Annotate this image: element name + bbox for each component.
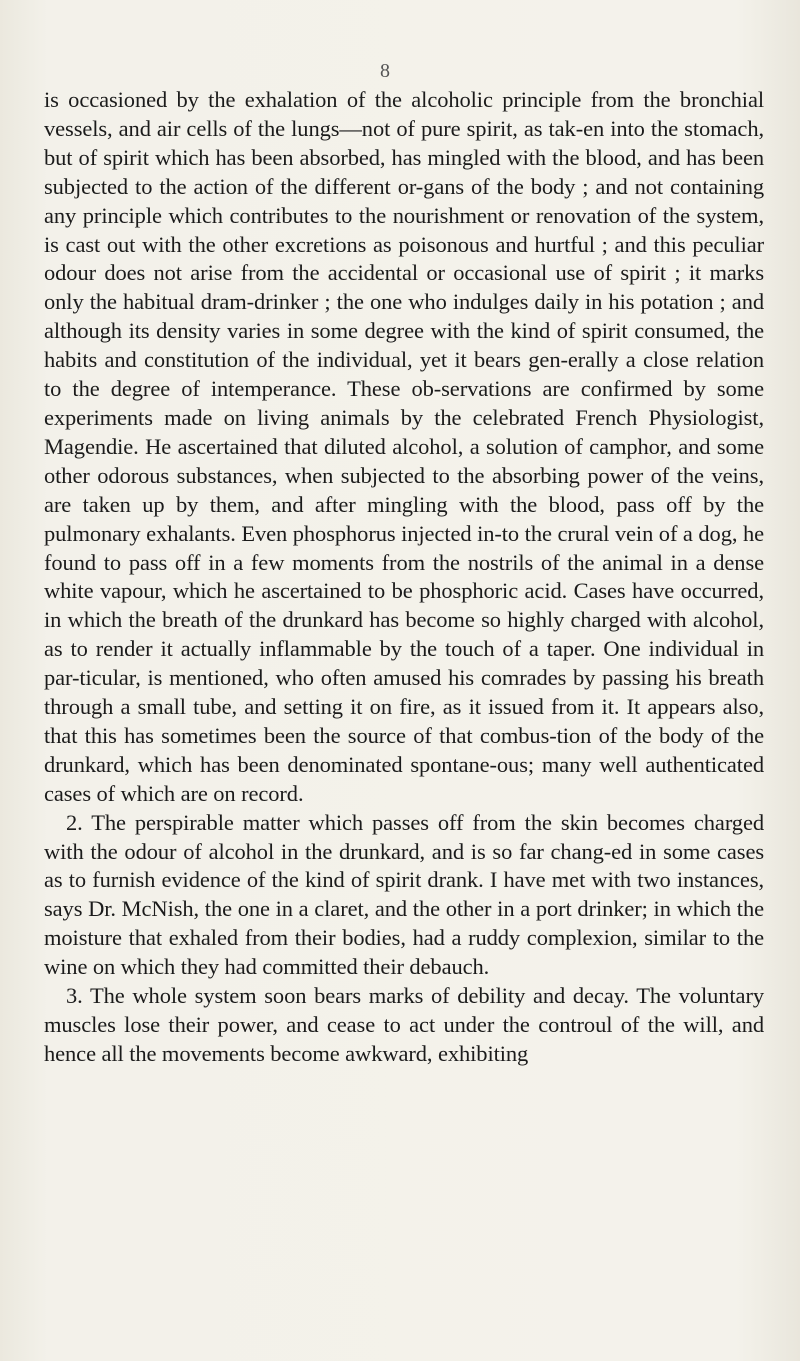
page-number: 8 xyxy=(380,60,390,82)
paragraph-perspiration: 2. The perspirable matter which passes off from the skin becomes charged with the odour of alcohol in the drunkard, and is so far chang-ed in some cases as to furnish evidence of the kind of spirit drank. I have met with two instances, says Dr. McNish, the one in a claret, and the other in a port drinker; in which the moisture that exhaled from their bodies, had a ruddy complexion, similar to the wine on which they had committed their debauch. xyxy=(44,809,764,980)
body-text xyxy=(44,86,764,1069)
paragraph-debility: 3. The whole system soon bears marks of debility and decay. The voluntary muscles lose their power, and cease to act under the controul of the will, and hence all the movements become awkward, exhibiting xyxy=(44,983,764,1066)
paragraph-breath: is occasioned by the exhalation of the alcoholic principle from the bronchial vessels, and air cells of the lungs—not of pure spirit, as tak-en into the stomach, but of spirit which has been absorbed, has mingled with the blood, and has been subjected to the action of the different or-gans of the body ; and not containing any principle which contributes to the nourishment or renovation of the system, is cast out with the other excretions as poisonous and hurtful ; and this peculiar odour does not arise from the accidental or occasional use of spirit ; it marks only the habitual dram-drinker ; the one who indulges daily in his potation ; and although its density varies in some degree with the kind of spirit consumed, the habits and constitution of the individual, yet it bears gen-erally a close relation to the degree of intemperance. These ob-servations are confirmed by some experiments made on living animals by the celebrated French Physiologist, Magendie. He ascertained that diluted alcohol, a solution of camphor, and some other odorous substances, when subjected to the absorbing power of the veins, are taken up by them, and after mingling with the blood, pass off by the pulmonary exhalants. Even phosphorus injected in-to the crural vein of a dog, he found to pass off in a few moments from the nostrils of the animal in a dense white vapour, which he ascertained to be phosphoric acid. Cases have occurred, in which the breath of the drunkard has become so highly charged with alcohol, as to render it actually inflammable by the touch of a taper. One individual in par-ticular, is mentioned, who often amused his comrades by passing his breath through a small tube, and setting it on fire, as it issued from it. It appears also, that this has sometimes been the source of that combus-tion of the body of the drunkard, which has been denominated spontane-ous; many well authenticated cases of which are on record. xyxy=(44,87,764,806)
